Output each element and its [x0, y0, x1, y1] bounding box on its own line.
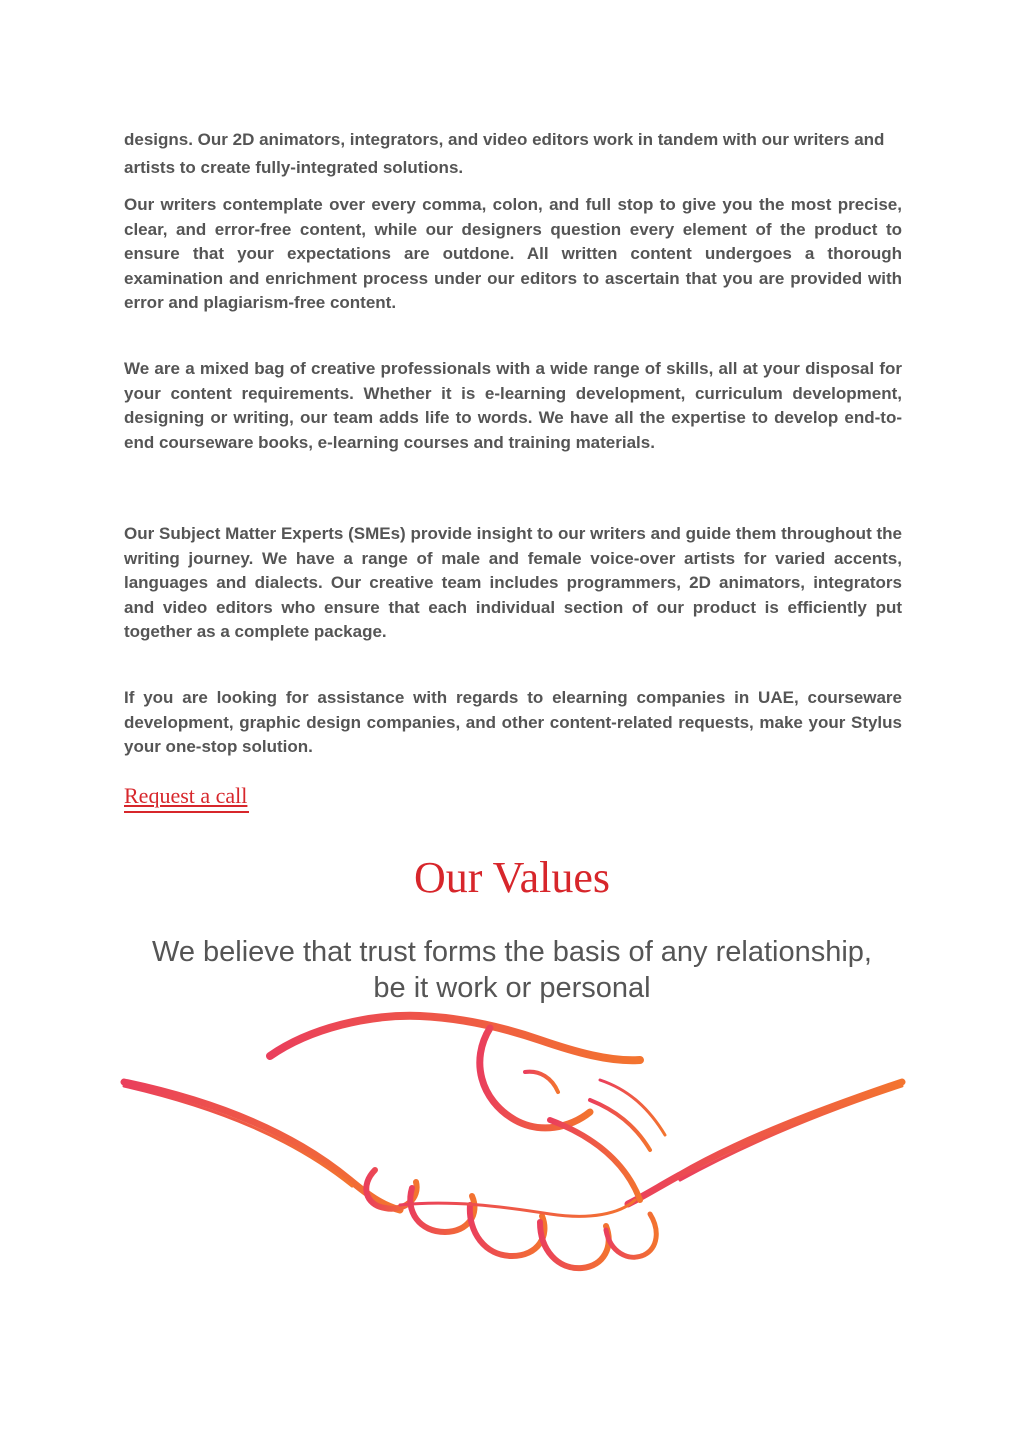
values-tagline-line-2: be it work or personal: [373, 972, 651, 1004]
assistance-paragraph: If you are looking for assistance with regards to elearning companies in UAE, courseware development, graphic design companies, and other content-related requests, make your Stylus your one-stop solution.: [124, 688, 902, 756]
values-tagline-line-1: We believe that trust forms the basis of any relationship,: [152, 936, 872, 968]
writers-paragraph: Our writers contemplate over every comma, colon, and full stop to give you the most precise, clear, and error-free content, while our designers question every element of the product to ensure that your expectations are outdone. All written content undergoes a thorough examination and enrichment process under our editors to ascertain that you are provided with error and plagiarism-free content.: [124, 195, 902, 312]
values-section-title: Our Values: [414, 853, 610, 902]
values-tagline: [112, 934, 912, 1006]
sme-paragraph: Our Subject Matter Experts (SMEs) provide insight to our writers and guide them throughout the writing journey. We have a range of male and female voice-over artists for varied accents, languages and dialects. Our creative team includes programmers, 2D animators, integrators and video editors who ensure that each individual section of our product is efficiently put together as a complete package.: [124, 524, 902, 641]
handshake-icon: [120, 1000, 906, 1290]
intro-paragraph: designs. Our 2D animators, integrators, and video editors work in tandem with our writers and artists to create fully-integrated solutions.: [124, 130, 885, 177]
request-call-link[interactable]: Request a call: [124, 781, 249, 813]
mixed-bag-paragraph: We are a mixed bag of creative professionals with a wide range of skills, all at your disposal for your content requirements. Whether it is e-learning development, curriculum development, designing or writing, our team adds life to words. We have all the expertise to develop end-to-end courseware books, e-learning courses and training materials.: [124, 359, 902, 452]
